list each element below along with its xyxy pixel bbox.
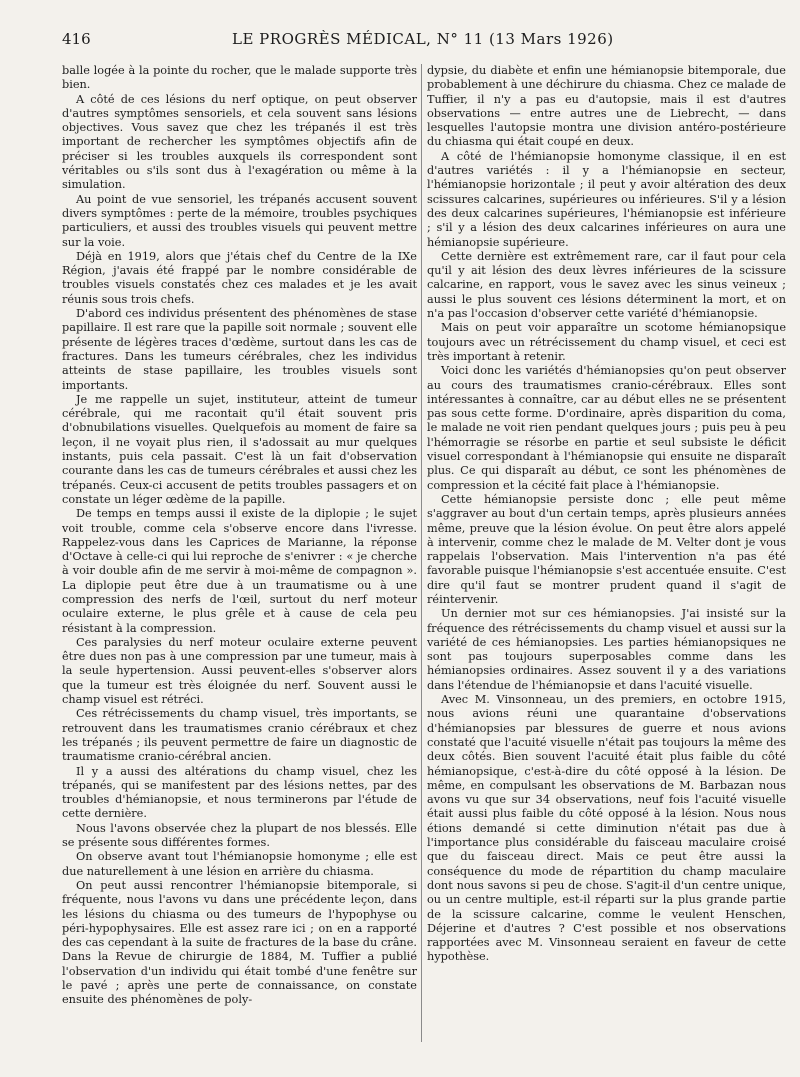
page-header [62, 30, 786, 50]
paragraph: Nous l'avons observée chez la plupart de nos blessés. Elle se présente sous différentes formes. [62, 821, 417, 850]
paragraph: Mais on peut voir apparaître un scotome hémianopsique toujours avec un rétrécissement du champ visuel, et ceci est très important à retenir. [427, 321, 786, 363]
column-divider [421, 64, 422, 1042]
paragraph: Je me rappelle un sujet, instituteur, atteint de tumeur cérébrale, qui me racontait qu'il était souvent pris d'obnubilations visuelles. Quelquefois au moment de faire sa leçon, il ne voyait plus rien, il s'adossait au mur quelques instants, puis cela passait. C'est là un fait d'observation courante dans les cas de tumeurs cérébrales et aussi chez les trépanés. Ceux-ci accusent de petits troubles passagers et on constate un léger œdème de la papille. [62, 392, 417, 506]
paragraph: Cette hémianopsie persiste donc ; elle peut même s'aggraver au bout d'un certain temps, après plusieurs années même, preuve que la lésion évolue. On peut être alors appelé à intervenir, comme chez le malade de M. Velter dont je vous rappelais l'observation. Mais l'intervention n'a pas été favorable puisque l'hémianopsie s'est accentuée ensuite. C'est dire qu'il faut se montrer prudent quand il s'agit de réintervenir. [427, 492, 786, 606]
paragraph: Un dernier mot sur ces hémianopsies. J'ai insisté sur la fréquence des rétrécissements du champ visuel et aussi sur la variété de ces hémianopsies. Les parties hémianopsiques ne sont pas toujours superposables comme dans les hémianopsies ordinaires. Assez souvent il y a des variations dans l'étendue de l'hémianopsie et dans l'acuité visuelle. [427, 607, 786, 692]
paragraph: A côté de l'hémianopsie homonyme classique, il en est d'autres variétés : il y a l'hémianopsie en secteur, l'hémianopsie horizontale ; il peut y avoir altération des deux scissures calcarines, supérieures ou inférieures. S'il y a lésion des deux calcarines supérieures, l'hémianopsie est inférieure ; s'il y a lésion des deux calcarines inférieures on aura une hémianopsie supérieure. [427, 149, 786, 249]
page-number: 416 [62, 30, 91, 48]
running-head: LE PROGRÈS MÉDICAL, N° 11 (13 Mars 1926) [232, 30, 614, 48]
paragraph: Voici donc les variétés d'hémianopsies qu'on peut observer au cours des traumatismes cranio-cérébraux. Elles sont intéressantes à connaître, car au début elles ne se présentent pas sous cette forme. D'ordinaire, après disparition du coma, le malade ne voit rien pendant quelques jours ; puis peu à peu l'hémorragie se résorbe en partie et seul subsiste le déficit visuel correspondant à l'hémianopsie qui ensuite ne disparaît plus. Ce qui disparaît au début, ce sont les phénomènes de compression et la cécité fait place à l'hémianopsie. [427, 364, 786, 492]
paragraph: D'abord ces individus présentent des phénomènes de stase papillaire. Il est rare que la papille soit normale ; souvent elle présente de légères traces d'œdème, surtout dans les cas de fractures. Dans les tumeurs cérébrales, chez les individus atteints de stase papillaire, les troubles visuels sont importants. [62, 307, 417, 392]
paragraph: dypsie, du diabète et enfin une hémianopsie bitemporale, due probablement à une déchirure du chiasma. Chez ce malade de Tuffier, il n'y a pas eu d'autopsie, mais il est d'autres observations — entre autres une de Liebrecht, — dans lesquelles l'autopsie montra une division antéro-postérieure du chiasma qui était coupé en deux. [427, 64, 786, 149]
paragraph: Déjà en 1919, alors que j'étais chef du Centre de la IXe Région, j'avais été frappé par le nombre considérable de troubles visuels constatés chez ces malades et je les avait réunis sous trois chefs. [62, 249, 417, 306]
paragraph: On observe avant tout l'hémianopsie homonyme ; elle est due naturellement à une lésion en arrière du chiasma. [62, 850, 417, 878]
right-column [427, 64, 786, 1069]
paragraph: Ces paralysies du nerf moteur oculaire externe peuvent être dues non pas à une compression par une tumeur, mais à la seule hypertension. Aussi peuvent-elles s'observer alors que la tumeur est très éloignée du nerf. Souvent aussi le champ visuel est rétréci. [62, 635, 417, 707]
paragraph: Cette dernière est extrêmement rare, car il faut pour cela qu'il y ait lésion des deux lèvres inférieures de la scissure calcarine, en rapport, vous le savez avec les sinus veineux ; aussi le plus souvent ces lésions déterminent la mort, et on n'a pas l'occasion d'observer cette variété d'hémianopsie. [427, 249, 786, 321]
paragraph: De temps en temps aussi il existe de la diplopie ; le sujet voit trouble, comme cela s'observe encore dans l'ivresse. Rappelez-vous dans les Caprices de Marianne, la réponse d'Octave à celle-ci qui lui reproche de s'enivrer : « je cherche à voir double afin de me servir à moi-même de compagnon ». La diplopie peut être due à un traumatisme ou à une compression des nerfs de l'œil, surtout du nerf moteur oculaire externe, le plus grêle et à cause de cela peu résistant à la compression. [62, 507, 417, 635]
paragraph: A côté de ces lésions du nerf optique, on peut observer d'autres symptômes sensoriels, et cela souvent sans lésions objectives. Vous savez que chez les trépanés il est très important de rechercher les symptômes objectifs afin de préciser si les troubles auxquels ils correspondent sont véritables ou s'ils sont dus à l'exagération ou même à la simulation. [62, 92, 417, 192]
paragraph: Au point de vue sensoriel, les trépanés accusent souvent divers symptômes : perte de la mémoire, troubles psychiques particuliers, et aussi des troubles visuels qui peuvent mettre sur la voie. [62, 192, 417, 249]
paragraph: On peut aussi rencontrer l'hémianopsie bitemporale, si fréquente, nous l'avons vu dans une précédente leçon, dans les lésions du chiasma ou des tumeurs de l'hypophyse ou péri-hypophysaires. Elle est assez rare ici ; on en a rapporté des cas cependant à la suite de fractures de la base du crâne. Dans la Revue de chirurgie de 1884, M. Tuffier a publié l'observation d'un individu qui était tombé d'une fenêtre sur le pavé ; après une perte de connaissance, on constate ensuite des phénomènes de poly- [62, 878, 417, 1007]
paragraph: balle logée à la pointe du rocher, que le malade supporte très bien. [62, 64, 417, 92]
paragraph: Il y a aussi des altérations du champ visuel, chez les trépanés, qui se manifestent par des lésions nettes, par des troubles d'hémianopsie, et nous terminerons par l'étude de cette dernière. [62, 764, 417, 821]
left-column [62, 64, 417, 1069]
paragraph: Avec M. Vinsonneau, un des premiers, en octobre 1915, nous avions réuni une quarantaine d'observations d'hémianopsies par blessures de guerre et nous avions constaté que l'acuité visuelle n'était pas toujours la même des deux côtés. Bien souvent l'acuité était plus faible du côté hémianopsique, c'est-à-dire du côté opposé à la lésion. De même, en compulsant les observations de M. Barbazan nous avons vu que sur 34 observations, neuf fois l'acuité visuelle était aussi plus faible du côté opposé à la lésion. Nous nous étions demandé si cette diminution n'était pas due à l'importance plus considérable du faisceau maculaire croisé que du faisceau direct. Mais ce peut être aussi la conséquence du mode de répartition du champ maculaire dont nous savons si peu de chose. S'agit-il d'un centre unique, ou un centre multiple, est-il réparti sur la plus grande partie de la scissure calcarine, comme le veulent Henschen, Déjerine et d'autres ? C'est possible et nos observations rapportées avec M. Vinsonneau seraient en faveur de cette hypothèse. [427, 693, 786, 964]
paragraph: Ces rétrécissements du champ visuel, très importants, se retrouvent dans les traumatismes cranio cérébraux et chez les trépanés ; ils peuvent permettre de faire un diagnostic de traumatisme cranio-cérébral ancien. [62, 707, 417, 764]
